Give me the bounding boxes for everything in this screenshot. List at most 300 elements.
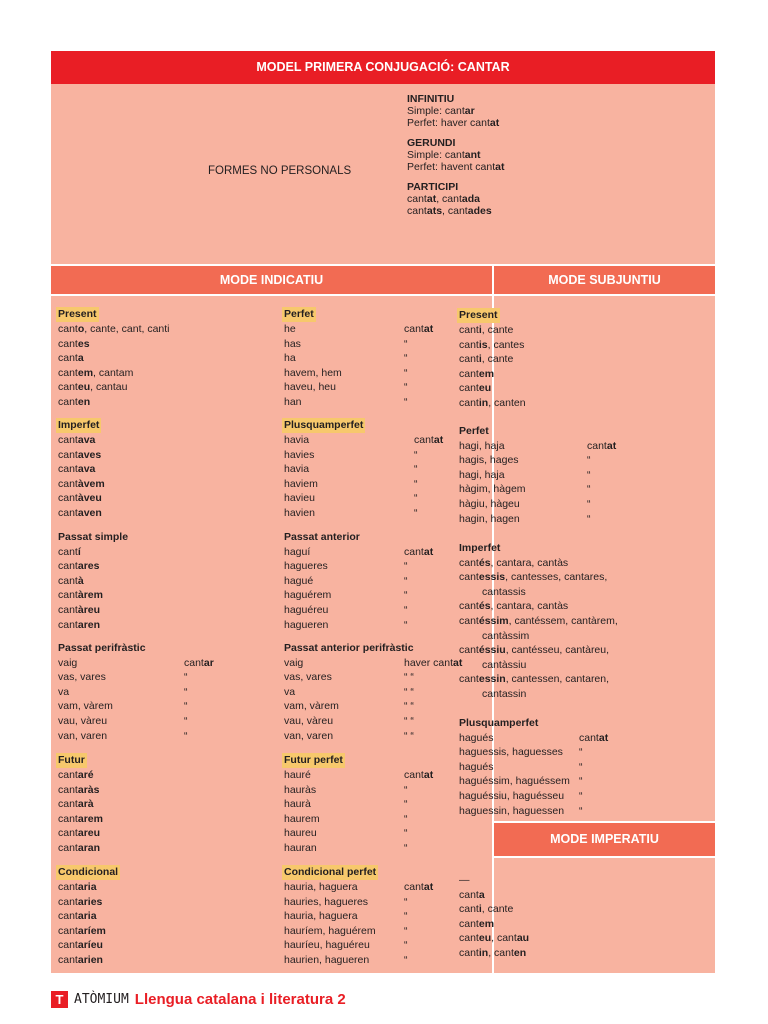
conjugation-row [284,729,414,744]
verb-text: “ “ [404,700,414,713]
conjugation-row [459,931,529,946]
conjugation-row [58,337,170,352]
verb-text: “ [184,700,188,713]
table-title: MODEL PRIMERA CONJUGACIÓ: CANTAR [51,51,715,84]
verb-text: Perfet: havent cant [407,161,496,173]
verb-text: he [284,323,296,335]
conjugation-row [284,714,414,729]
verb-ending: àveu [77,492,102,505]
conjugation-row [459,629,618,644]
form-line [407,149,504,161]
divider [494,856,715,858]
conjugation-row [459,453,591,468]
verb-text: cant [58,337,78,350]
conjugation-row [284,380,408,395]
verb-ending: at [423,769,434,781]
conjugation-row [284,545,434,560]
verb-text: “ [587,497,591,510]
compound-part [404,797,408,812]
verb-text: “ [404,574,408,587]
verb-ending: eu [77,381,91,394]
conjugation-row [284,588,408,603]
tense-name: Plusquamperfet [284,419,364,431]
verb-text: , cant [436,193,462,205]
tense-name: Present [459,309,498,321]
verb-ending: essin [478,673,506,686]
subjunctive-header: MODE SUBJUNTIU [494,266,715,294]
verb-text: “ [404,618,408,631]
verb-ending: em [478,917,495,930]
tense-name: Condicional perfet [284,866,377,878]
conjugation-row [459,672,618,687]
verb-text: cantàssim [482,629,530,642]
ind-futur [58,753,103,856]
verb-ending: ares [77,560,100,573]
tense-name: Present [58,308,97,320]
verb-text: hauríeu, haguéreu [284,939,370,952]
verb-text: cant [459,644,479,657]
conjugation-row [58,670,188,685]
conjugation-row [284,366,408,381]
verb-text: “ [404,381,408,394]
verb-text: cant [459,338,479,351]
verb-text: , cantes [487,338,525,351]
verb-text: cantassis [482,585,526,598]
conjugation-row [459,614,618,629]
verb-text: cant [58,939,78,952]
verb-text: “ [587,483,591,496]
verb-text: vam, vàrem [58,700,113,713]
compound-part [404,826,408,841]
verb-text: cant [58,910,78,923]
form-group-title: PARTICIPI [407,181,459,193]
conjugation-row [58,545,128,560]
compound-part [414,462,418,477]
verb-ending: o [77,323,85,335]
verb-ending: essis [478,571,506,584]
ind-futur-perfet [284,753,434,856]
verb-text: “ “ [404,671,414,684]
verb-text: cant [58,924,78,937]
verb-text: cant [404,881,424,893]
verb-text: haurà [284,798,311,811]
conjugation-row [459,338,526,353]
compound-part [587,453,591,468]
verb-text: Perfet: haver cant [407,117,490,129]
verb-text: “ [404,812,408,825]
verb-text: havem, hem [284,366,342,379]
verb-text: cantàssiu [482,658,527,671]
conjugation-row [58,477,105,492]
compound-part [404,909,408,924]
conjugation-row [459,585,618,600]
verb-ending: areu [77,827,101,840]
conjugation-row [58,603,128,618]
compound-part [404,366,408,381]
verb-text: ha [284,352,296,365]
verb-text: “ [404,924,408,937]
verb-text: va [58,685,70,698]
verb-ending: i [478,903,482,916]
verb-text: “ [404,895,408,908]
compound-part [579,774,583,789]
verb-text: “ [404,798,408,811]
verb-text: Simple: cant [407,149,465,161]
conjugation-row [459,381,526,396]
conjugation-row [284,909,408,924]
compound-part [404,395,408,410]
compound-part [404,351,408,366]
conjugation-row [58,797,103,812]
verb-text: cant [459,396,479,409]
verb-text: haguéssiu, haguésseu [459,789,565,802]
verb-text: “ [579,760,583,773]
conjugation-row [58,909,120,924]
conjugation-row [284,559,408,574]
verb-ending: ats [426,205,443,217]
verb-text: vaig [284,656,304,669]
verb-ending: at [423,881,434,893]
conjugation-row [58,768,103,783]
verb-text: “ [404,783,408,796]
compound-part [404,841,408,856]
verb-text: cant [587,439,607,452]
verb-text: haurem [284,812,320,825]
compound-part [404,588,408,603]
verb-text: cant [58,366,78,379]
conjugation-row [284,618,408,633]
tense-name: Perfet [459,425,489,437]
conjugation-row [284,953,408,968]
verb-ending: at [433,434,444,446]
verb-text: cant [404,323,424,335]
verb-ending: i [478,324,482,336]
verb-text: cant [459,888,479,901]
verb-text: hauries, hagueres [284,895,369,908]
compound-part [587,439,616,454]
verb-ending: au [516,932,530,945]
verb-text: “ [404,395,408,408]
verb-text: “ [587,468,591,481]
verb-text: “ “ [404,685,414,698]
verb-text: vau, vàreu [284,714,334,727]
verb-text: cant [459,367,479,380]
compound-part [587,468,591,483]
verb-text: “ [184,671,188,684]
conjugation-row [284,603,408,618]
verb-text: , cantessen, cantaren, [505,673,610,686]
verb-ending: at [453,656,463,669]
verb-text: , cantésseu, cantàreu, [505,644,610,657]
tense-name: Passat anterior [284,531,360,543]
verb-text: vam, vàrem [284,700,339,713]
conjugation-row [58,322,170,337]
verb-text: hàgim, hàgem [459,483,526,496]
verb-text: , cante [481,353,514,366]
verb-text: hagué [284,574,314,587]
ind-plusquamperfet [284,418,444,521]
conjugation-row [58,714,188,729]
verb-text: , cant [442,205,468,217]
verb-text: cant [58,827,78,840]
form-line [407,161,504,173]
compound-part [184,714,188,729]
verb-ending: aven [77,506,102,519]
verb-text: cant [459,571,479,584]
verb-ending: ant [464,149,481,161]
compound-part [414,477,418,492]
verb-ending: in [478,946,489,959]
verb-text: , cante [481,903,514,916]
verb-text: cant [459,324,479,336]
subj-imperfet [459,541,618,702]
conjugation-row [459,745,583,760]
conjugation-row [284,783,408,798]
compound-part [184,699,188,714]
verb-ending: aria [77,881,97,893]
tense-name: Futur [58,754,85,766]
conjugation-row [58,783,103,798]
verb-text: “ “ [404,729,414,742]
verb-text: cant [459,673,479,686]
verb-text: cant [459,353,479,366]
verb-ending: ava [77,434,96,446]
tense-name: Futur perfet [284,754,343,766]
conjugation-row [284,477,418,492]
compound-part [184,685,188,700]
verb-text: hagués [459,731,494,744]
verb-text: “ [184,685,188,698]
verb-ending: arem [77,812,103,825]
verb-text: havia [284,463,310,476]
conjugation-row [459,804,583,819]
verb-text: cant [58,352,78,365]
verb-text: cant [58,769,78,781]
verb-text: “ [579,789,583,802]
tense-name: Perfet [284,308,314,320]
compound-part [404,953,408,968]
ind-passat-simple [58,530,128,632]
verb-ending: a [478,888,485,901]
verb-text: havieu [284,492,315,505]
indicative-header: MODE INDICATIU [51,266,492,294]
verb-text: cant [58,463,78,476]
verb-text: cant [58,560,78,573]
conjugation-row [284,656,463,671]
verb-text: hauria, haguera [284,881,358,893]
verb-text: “ [184,729,188,742]
verb-text: , cant [491,932,517,945]
compound-part [414,491,418,506]
conjugation-row [284,322,434,337]
verb-text: haguéreu [284,603,329,616]
verb-text: cant [579,731,599,744]
conjugation-row [58,895,120,910]
verb-ending: at [495,161,505,173]
verb-text: cant [407,205,427,217]
conjugation-row [284,826,408,841]
conjugation-row [459,367,526,382]
verb-ending: a [77,352,84,365]
compound-part [404,714,414,729]
tense-name: Imperfet [58,419,100,431]
conjugation-row [459,468,591,483]
subj-present [459,308,526,411]
verb-text: cant [459,614,479,627]
compound-part [579,731,608,746]
ind-condicional [58,865,120,968]
conjugation-row [284,462,418,477]
tense-name: Passat simple [58,531,129,543]
verb-text: cant [58,589,78,602]
verb-text: cant [459,903,479,916]
ind-perfet [284,307,434,410]
conjugation-row [459,439,617,454]
verb-text: “ “ [404,714,414,727]
subj-perfet [459,424,617,526]
compound-part [579,745,583,760]
conjugation-row [284,491,418,506]
verb-ending: aren [77,618,101,631]
verb-text: , cantau [90,381,128,394]
verb-text: , cantara, cantàs [490,556,569,569]
imperative-header: MODE IMPERATIU [494,823,715,856]
conjugation-row [58,462,105,477]
compound-part [414,506,418,521]
verb-text: cant [414,434,434,446]
verb-text: hàgiu, hàgeu [459,497,520,510]
conjugation-row [58,574,128,589]
conjugation-row [284,670,414,685]
conjugation-row [459,774,583,789]
conjugation-row [459,556,618,571]
conjugation-row [284,895,408,910]
conjugation-row [284,699,414,714]
verb-text: “ [587,454,591,467]
verb-text: “ [579,775,583,788]
verb-ending: à [77,574,84,587]
verb-text: “ [404,366,408,379]
form-line [407,117,504,129]
conjugation-row [459,789,583,804]
verb-ending: em [478,367,495,380]
verb-text: haver cant [404,656,454,669]
ind-present [58,307,170,410]
ind-passat-anterior-perifrastic [284,641,463,743]
verb-text: cant [58,895,78,908]
verb-ending: at [606,439,617,452]
form-group-title: GERUNDI [407,137,456,149]
verb-text: , canten [488,396,526,409]
verb-ending: is [478,338,488,351]
verb-ending: ava [77,463,96,476]
conjugation-row [58,366,170,381]
verb-ending: at [423,323,434,335]
conjugation-row [459,512,591,527]
verb-text: vas, vares [58,671,106,684]
verb-text: “ [404,939,408,952]
conjugation-row [459,902,529,917]
verb-ending: aria [77,910,97,923]
verb-text: hauran [284,841,317,854]
compound-part [404,322,433,337]
form-line [407,205,504,217]
verb-text: cant [407,193,427,205]
conjugation-row [459,497,591,512]
verb-text: cant [58,841,78,854]
conjugation-row [58,433,105,448]
verb-text: cant [58,477,78,490]
conjugation-row [58,618,128,633]
verb-text: van, varen [284,729,334,742]
form-line [407,193,504,205]
tense-name: Condicional [58,866,119,878]
compound-part [404,603,408,618]
verb-text: vau, vàreu [58,714,108,727]
verb-ending: at [489,117,500,129]
conjugation-row [459,946,529,961]
compound-part [404,880,433,895]
compound-part [579,804,583,819]
verb-text: , cante, cant, canti [84,323,170,335]
verb-text: “ [404,337,408,350]
conjugation-row [58,729,188,744]
verb-text: “ [404,841,408,854]
verb-text: “ [404,589,408,602]
verb-text: “ [404,827,408,840]
verb-text: cant [58,618,78,631]
conjugation-row [58,685,188,700]
verb-text: cant [58,448,78,461]
form-line [407,105,504,117]
verb-text: cant [459,946,479,959]
verb-text: cant [58,881,78,893]
conjugation-row [459,917,529,932]
compound-part [184,670,188,685]
compound-part [184,729,188,744]
publisher-name: ATÒMIUM [74,991,129,1007]
book-title: Llengua catalana i literatura 2 [134,990,346,1008]
verb-text: cant [58,381,78,394]
ind-passat-perifrastic [58,641,214,743]
conjugation-row [284,351,408,366]
conjugation-row [284,797,408,812]
verb-text: “ [579,804,583,817]
compound-part [587,482,591,497]
verb-ending: arà [77,798,94,811]
conjugation-row [284,768,434,783]
verb-text: haurien, hagueren [284,953,370,966]
verb-ending: ar [464,105,475,117]
verb-text: cant [184,656,204,669]
verb-ending: àrem [77,589,103,602]
compound-part [414,448,418,463]
conjugation-row [459,760,583,775]
ind-imperfet [58,418,105,521]
conjugation-row [459,599,618,614]
conjugation-row [58,559,128,574]
compound-part [587,497,591,512]
compound-part [404,545,433,560]
verb-ending: eu [478,382,492,395]
tense-name: Passat anterior perifràstic [284,642,414,654]
verb-text: has [284,337,301,350]
compound-part [404,924,408,939]
conjugation-row [58,880,120,895]
conjugation-row [459,352,526,367]
verb-text: “ [414,448,418,461]
compound-part [404,685,414,700]
